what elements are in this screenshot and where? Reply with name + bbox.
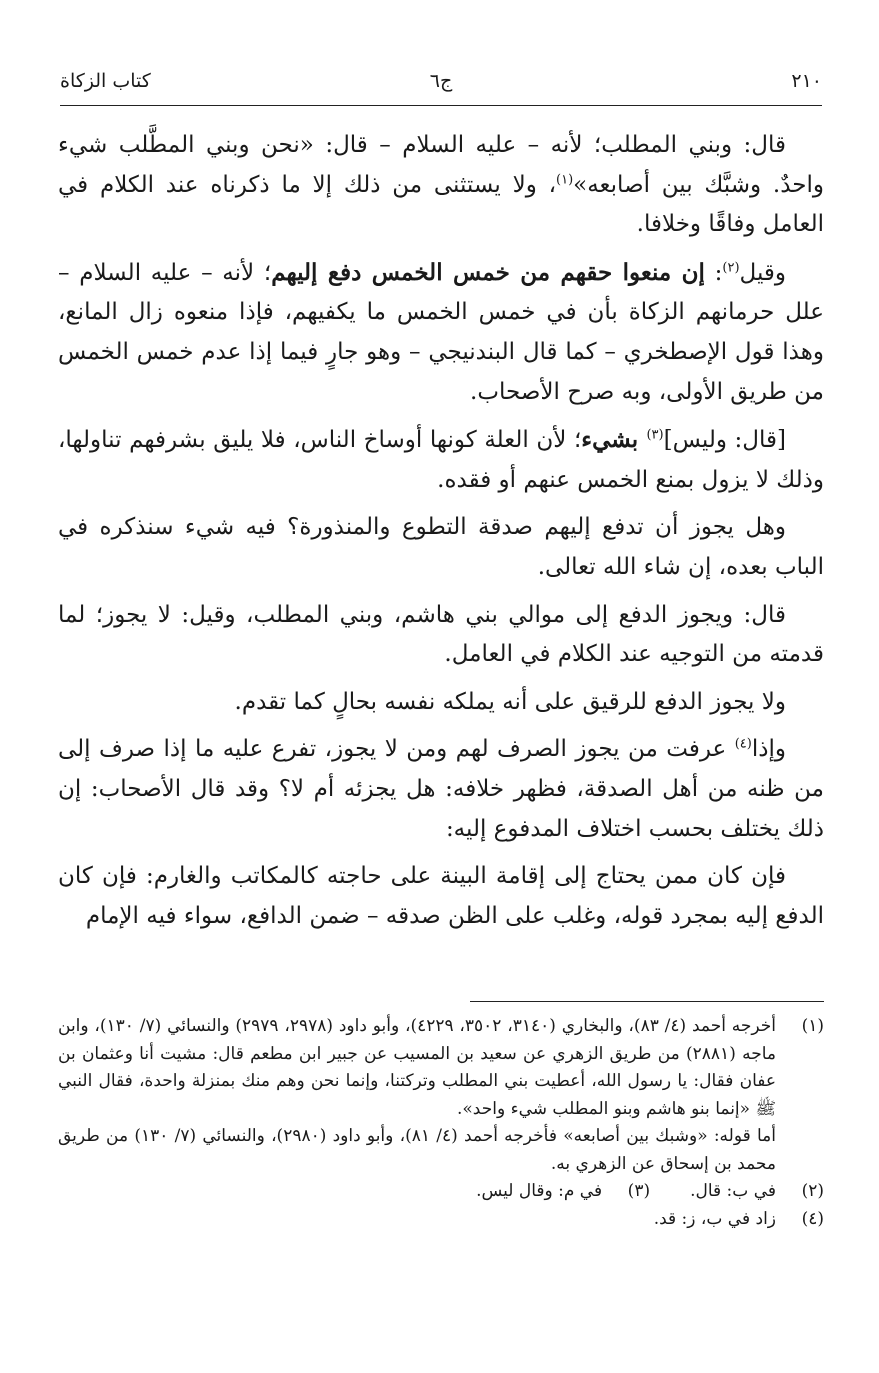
footnote-4 <box>58 1206 824 1234</box>
book-title: كتاب الزكاة <box>60 70 151 92</box>
footnote-ref: (٢) <box>722 260 740 276</box>
footnote-3 <box>476 1178 650 1206</box>
main-text <box>58 126 824 944</box>
paragraph-text: وقيل <box>739 259 787 286</box>
footnote-text: أما قوله: «وشبك بين أصابعه» فأخرجه أحمد (٤/ ٨١)، وأبو داود (٢٩٨٠)، والنسائي (٧/ ١٣٠) من طريق محمد بن إسحاق عن الزهري به. <box>58 1126 776 1174</box>
paragraph-text: ؛ لأن العلة كونها أوساخ الناس، فلا يليق بشرفهم تناولها، وذلك لا يزول بمنع الخمس عنهم أو فقده. <box>58 427 824 493</box>
footnote-number: (١) <box>801 1016 824 1036</box>
footnote-ref: (١) <box>556 171 574 187</box>
paragraph-2 <box>58 253 824 412</box>
footnote-text: زاد في ب، ز: قد. <box>653 1208 776 1229</box>
footnote-2 <box>690 1178 824 1206</box>
footnote-ref: (٤) <box>734 736 752 752</box>
page-number: ٢١٠ <box>791 70 822 92</box>
paragraph-text: قال: وبني المطلب؛ لأنه – عليه السلام – قال: «نحن وبني المطَّلب شيء واحدٌ. وشبَّك بين أصابعه» <box>58 132 824 198</box>
footnote-separator <box>470 1001 824 1002</box>
footnote-number: (٢) <box>801 1181 824 1201</box>
footnote-text: في م: وقال ليس. <box>476 1181 603 1201</box>
paragraph-text: وإذا <box>751 736 786 763</box>
header-rule <box>60 105 822 106</box>
bold-text: بشيء <box>581 426 647 454</box>
paragraph-text: : <box>704 259 723 286</box>
paragraph-text: عرفت من يجوز الصرف لهم ومن لا يجوز، تفرع عليه ما إذا صرف إلى من ظنه من أهل الصدقة، فظهر خلافه: هل يجزئه أم لا؟ وقد قال الأصحاب: إن ذلك يختلف بحسب اختلاف المدفوع إليه: <box>58 736 824 842</box>
footnotes <box>58 1013 824 1233</box>
footnote-number: (٣) <box>627 1181 651 1201</box>
footnote-text: في ب: قال. <box>690 1181 776 1201</box>
paragraph-text: ؛ لأنه – عليه السلام – علل حرمانهم الزكاة بأن في خمس الخمس ما يكفيهم، فإذا منعوه زال المانع، وهذا قول الإصطخري – كما قال البندنيجي – وهو جارٍ فيما إذا عدم خمس الخمس من طريق الأولى، وبه صرح الأصحاب. <box>58 259 824 405</box>
paragraph-4: وهل يجوز أن تدفع إليهم صدقة التطوع والمنذورة؟ فيه شيء سنذكره في الباب بعده، إن شاء الله تعالى. <box>58 514 824 580</box>
footnote-1 <box>58 1013 824 1178</box>
bold-text: إن منعوا حقهم من خمس الخمس دفع إليهم <box>271 258 705 286</box>
paragraph-text: ، ولا يستثنى من ذلك إلا ما ذكرناه عند الكلام في العامل وفاقًا وخلافا. <box>58 171 824 238</box>
volume-label: ج٦ <box>429 70 453 92</box>
paragraph-3 <box>58 420 824 500</box>
paragraph-1 <box>58 126 824 245</box>
footnote-number: (٤) <box>801 1208 824 1229</box>
footnote-ref: (٣) <box>646 427 664 443</box>
paragraph-5: قال: ويجوز الدفع إلى موالي بني هاشم، وبني المطلب، وقيل: لا يجوز؛ لما قدمته من التوجيه عند الكلام في العامل. <box>58 601 824 668</box>
running-header <box>60 66 822 106</box>
paragraph-6: ولا يجوز الدفع للرقيق على أنه يملكه نفسه بحالٍ كما تقدم. <box>234 688 786 715</box>
footnote-text: أخرجه أحمد (٤/ ٨٣)، والبخاري (٣١٤٠، ٣٥٠٢، ٤٢٢٩)، وأبو داود (٢٩٧٨، ٢٩٧٩) والنسائي (٧/ ١٣٠)، وابن ماجه (٢٨٨١) من طريق الزهري عن سعيد بن المسيب عن جبير ابن مطعم قال: مشيت أنا وعثمان بن عفان فقال: يا رسول الله، أعطيت بني المطلب وتركتنا، وإنما نحن وهم منك بمنزلة واحدة، فقال النبي ﷺ «إنما بنو هاشم وبنو المطلب شيء واحد». <box>58 1016 776 1119</box>
paragraph-7 <box>58 730 824 849</box>
footnotes-2-3 <box>58 1178 824 1206</box>
paragraph-text: [قال: وليس] <box>663 427 786 454</box>
paragraph-8: فإن كان ممن يحتاج إلى إقامة البينة على حاجته كالمكاتب والغارم: فإن كان الدفع إليه بمجرد قوله، وغلب على الظن صدقه – ضمن الدافع، سواء فيه الإمام <box>58 863 824 929</box>
